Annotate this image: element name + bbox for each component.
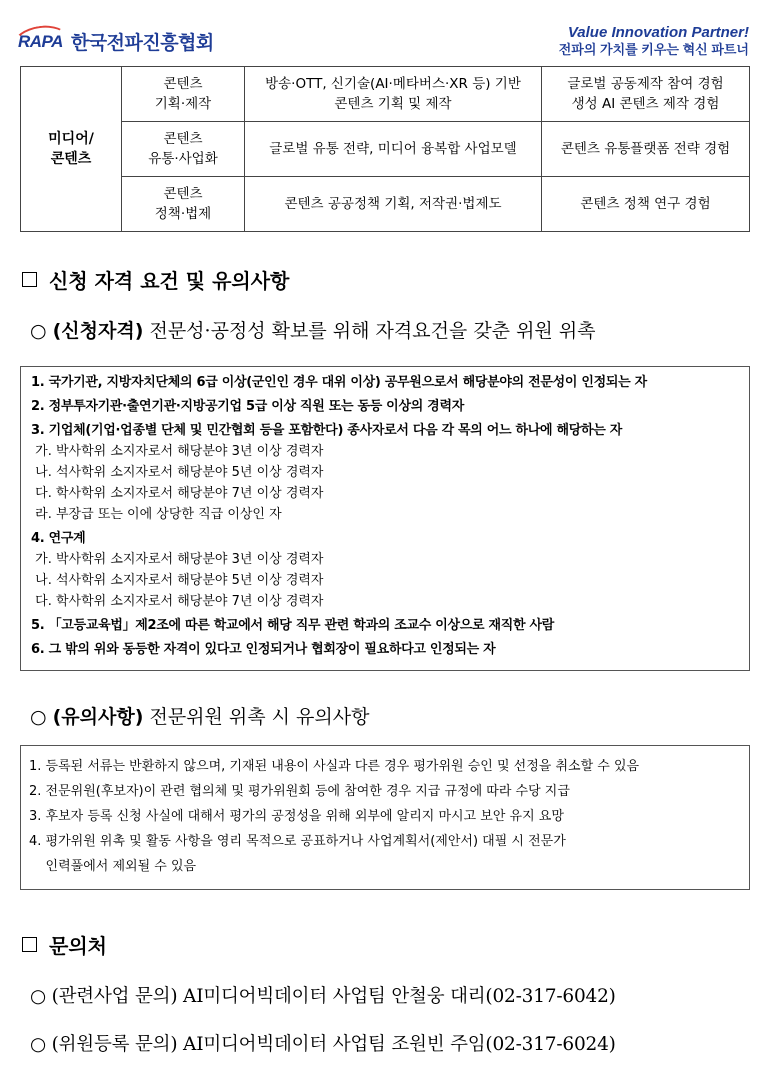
qualification-item: 다. 학사학위 소지자로서 해당분야 7년 이상 경력자: [31, 486, 324, 501]
field-cell: [245, 177, 542, 232]
qualification-item: 가. 박사학위 소지자로서 해당분야 3년 이상 경력자: [31, 444, 324, 459]
rapa-logo: [18, 28, 214, 55]
note-item: 1. 등록된 서류는 반환하지 않으며, 기재된 내용이 사실과 다른 경우 평가위원 승인 및 선정을 취소할 수 있음: [29, 759, 640, 774]
subhead-notes: [30, 702, 369, 729]
qualification-item: 6. 그 밖의 위와 동등한 자격이 있다고 인정되거나 협회장이 필요하다고 인정되는 자: [31, 642, 496, 657]
slogan-ko: 전파의 가치를 키우는 혁신 파트너: [558, 42, 749, 57]
qualification-item: 4. 연구계: [31, 531, 86, 546]
exp-text: 글로벌 공동제작 참여 경험 생성 AI 콘텐츠 제작 경험: [567, 76, 724, 112]
field-text: 글로벌 유통 전략, 미디어 융복합 사업모델: [269, 141, 517, 157]
contact-line: ○ (관련사업 문의) AI미디어빅데이터 사업팀 안철웅 대리(02-317-6042): [30, 986, 616, 1007]
circle-bullet: ○: [30, 706, 53, 728]
field-cell: [245, 67, 542, 122]
qualification-item: 나. 석사학위 소지자로서 해당분야 5년 이상 경력자: [31, 573, 324, 588]
subhead-label: (신청자격): [52, 320, 144, 342]
logo-name: 한국전파진흥협회: [70, 32, 214, 54]
section-title: 신청 자격 요건 및 유의사항: [49, 269, 290, 293]
sub-label: 콘텐츠 기획·제작: [154, 76, 212, 112]
qualification-box: [20, 366, 750, 671]
page-header: [0, 0, 771, 66]
sub-cell: [122, 122, 245, 177]
slogan-en: Value Innovation Partner!: [567, 24, 749, 41]
exp-cell: [542, 177, 750, 232]
logo-mark: RAPA: [18, 32, 63, 52]
square-bullet-icon: [22, 272, 37, 287]
subhead-qualification: [30, 316, 596, 343]
sub-label: 콘텐츠 정책·법제: [154, 186, 212, 222]
section-title: 문의처: [49, 934, 107, 958]
note-item: 인력풀에서 제외될 수 있음: [29, 859, 197, 874]
qualification-item: 나. 석사학위 소지자로서 해당분야 5년 이상 경력자: [31, 465, 324, 480]
qualification-item: 다. 학사학위 소지자로서 해당분야 7년 이상 경력자: [31, 594, 324, 609]
field-text: 방송·OTT, 신기술(AI·메타버스·XR 등) 기반 콘텐츠 기획 및 제작: [265, 76, 521, 112]
group-label: 미디어/ 콘텐츠: [48, 131, 94, 167]
exp-text: 콘텐츠 정책 연구 경험: [580, 196, 711, 212]
square-bullet-icon: [22, 937, 37, 952]
circle-bullet: ○: [30, 320, 53, 342]
exp-cell: [542, 67, 750, 122]
field-text: 콘텐츠 공공정책 기획, 저작권·법제도: [284, 196, 502, 212]
qualification-item: 가. 박사학위 소지자로서 해당분야 3년 이상 경력자: [31, 552, 324, 567]
sub-cell: [122, 177, 245, 232]
contact-line: ○ (위원등록 문의) AI미디어빅데이터 사업팀 조원빈 주임(02-317-6024): [30, 1034, 616, 1055]
qualification-item: 라. 부장급 또는 이에 상당한 직급 이상인 자: [31, 507, 282, 522]
qualification-item: 5. 「고등교육법」제2조에 따른 학교에서 해당 직무 관련 학과의 조교수 이상으로 재직한 사람: [31, 618, 555, 633]
exp-cell: [542, 122, 750, 177]
table-row: [21, 67, 750, 122]
slogan: [559, 24, 749, 58]
subhead-text: 전문성·공정성 확보를 위해 자격요건을 갖춘 위원 위촉: [143, 320, 596, 342]
qualification-item: 1. 국가기관, 지방자치단체의 6급 이상(군인인 경우 대위 이상) 공무원으로서 해당분야의 전문성이 인정되는 자: [31, 375, 647, 390]
subhead-label: (유의사항): [52, 706, 144, 728]
qualification-item: 3. 기업체(기업·업종별 단체 및 민간협회 등을 포함한다) 종사자로서 다음 각 목의 어느 하나에 해당하는 자: [31, 423, 623, 438]
table-row: [21, 122, 750, 177]
group-cell: [21, 67, 122, 232]
category-table: [20, 66, 750, 232]
field-cell: [245, 122, 542, 177]
section-title-qualification: [22, 265, 289, 294]
sub-cell: [122, 67, 245, 122]
section-title-contact: [22, 930, 107, 959]
table-row: [21, 177, 750, 232]
exp-text: 콘텐츠 유통플랫폼 전략 경험: [560, 141, 731, 157]
qualification-item: 2. 정부투자기관·출연기관·지방공기업 5급 이상 직원 또는 동등 이상의 경력자: [31, 399, 464, 414]
note-item: 2. 전문위원(후보자)이 관련 협의체 및 평가위원회 등에 참여한 경우 지급 규정에 따라 수당 지급: [29, 784, 570, 799]
subhead-text: 전문위원 위촉 시 유의사항: [143, 706, 370, 728]
notes-box: [20, 745, 750, 890]
sub-label: 콘텐츠 유통·사업화: [148, 131, 218, 167]
note-item: 3. 후보자 등록 신청 사실에 대해서 평가의 공정성을 위해 외부에 알리지 마시고 보안 유지 요망: [29, 809, 564, 824]
note-item: 4. 평가위원 위촉 및 활동 사항을 영리 목적으로 공표하거나 사업계획서(제안서) 대필 시 전문가: [29, 834, 566, 849]
